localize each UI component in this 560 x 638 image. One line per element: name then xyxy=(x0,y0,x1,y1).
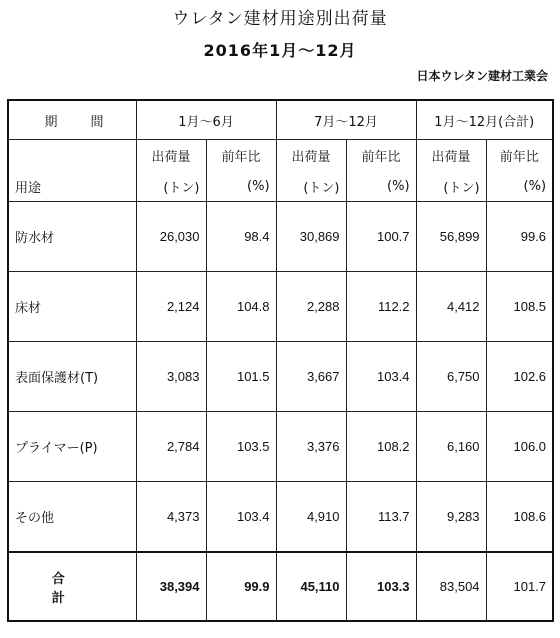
cell: 2,124 xyxy=(136,272,206,342)
total-cell: 99.9 xyxy=(206,552,276,621)
period-header-row xyxy=(8,100,553,140)
cell: 6,750 xyxy=(416,342,486,412)
shipment-unit: (トン) xyxy=(416,171,486,202)
cell: 103.4 xyxy=(346,342,416,412)
cell: 56,899 xyxy=(416,202,486,272)
cell: 26,030 xyxy=(136,202,206,272)
cell: 103.5 xyxy=(206,412,276,482)
yoy-unit: (%) xyxy=(206,171,276,202)
cell: 100.7 xyxy=(346,202,416,272)
yoy-unit: (%) xyxy=(486,171,553,202)
table-row xyxy=(8,412,553,482)
period-total: 1月〜12月(合計) xyxy=(416,100,553,140)
document-subtitle: 2016年1月〜12月 xyxy=(203,41,357,60)
cell: 101.5 xyxy=(206,342,276,412)
cell: 9,283 xyxy=(416,482,486,553)
shipment-table xyxy=(7,99,554,622)
row-label: その他 xyxy=(8,482,136,553)
shipment-unit: (トン) xyxy=(136,171,206,202)
cell: 3,376 xyxy=(276,412,346,482)
cell: 4,373 xyxy=(136,482,206,553)
shipment-header: 出荷量 xyxy=(416,140,486,172)
table-row xyxy=(8,272,553,342)
shipment-header: 出荷量 xyxy=(276,140,346,172)
document-title: ウレタン建材用途別出荷量 xyxy=(172,9,388,29)
total-cell: 45,110 xyxy=(276,552,346,621)
table-row xyxy=(8,202,553,272)
usage-header-blank xyxy=(8,140,136,172)
usage-label: 用途 xyxy=(8,171,136,202)
cell: 30,869 xyxy=(276,202,346,272)
cell: 4,412 xyxy=(416,272,486,342)
row-label: 防水材 xyxy=(8,202,136,272)
table-row xyxy=(8,342,553,412)
cell: 6,160 xyxy=(416,412,486,482)
total-row xyxy=(8,552,553,621)
row-label: 表面保護材(T) xyxy=(8,342,136,412)
row-label: 床材 xyxy=(8,272,136,342)
shipment-header: 出荷量 xyxy=(136,140,206,172)
cell: 3,083 xyxy=(136,342,206,412)
cell: 4,910 xyxy=(276,482,346,553)
cell: 112.2 xyxy=(346,272,416,342)
period-h1: 1月〜6月 xyxy=(136,100,276,140)
total-label: 合 計 xyxy=(8,552,136,621)
yoy-unit: (%) xyxy=(346,171,416,202)
cell: 2,784 xyxy=(136,412,206,482)
metric-header-row xyxy=(8,140,553,172)
cell: 113.7 xyxy=(346,482,416,553)
yoy-header: 前年比 xyxy=(346,140,416,172)
cell: 99.6 xyxy=(486,202,553,272)
cell: 106.0 xyxy=(486,412,553,482)
cell: 108.2 xyxy=(346,412,416,482)
total-cell: 103.3 xyxy=(346,552,416,621)
cell: 104.8 xyxy=(206,272,276,342)
period-h2: 7月〜12月 xyxy=(276,100,416,140)
yoy-header: 前年比 xyxy=(486,140,553,172)
cell: 3,667 xyxy=(276,342,346,412)
period-label: 期 間 xyxy=(8,100,136,140)
table-row xyxy=(8,482,553,553)
cell: 103.4 xyxy=(206,482,276,553)
yoy-header: 前年比 xyxy=(206,140,276,172)
cell: 102.6 xyxy=(486,342,553,412)
total-cell: 38,394 xyxy=(136,552,206,621)
cell: 98.4 xyxy=(206,202,276,272)
cell: 108.5 xyxy=(486,272,553,342)
unit-header-row xyxy=(8,171,553,202)
total-cell: 101.7 xyxy=(486,552,553,621)
organization-name: 日本ウレタン建材工業会 xyxy=(416,69,548,83)
row-label: プライマー(P) xyxy=(8,412,136,482)
cell: 108.6 xyxy=(486,482,553,553)
total-cell: 83,504 xyxy=(416,552,486,621)
cell: 2,288 xyxy=(276,272,346,342)
shipment-unit: (トン) xyxy=(276,171,346,202)
